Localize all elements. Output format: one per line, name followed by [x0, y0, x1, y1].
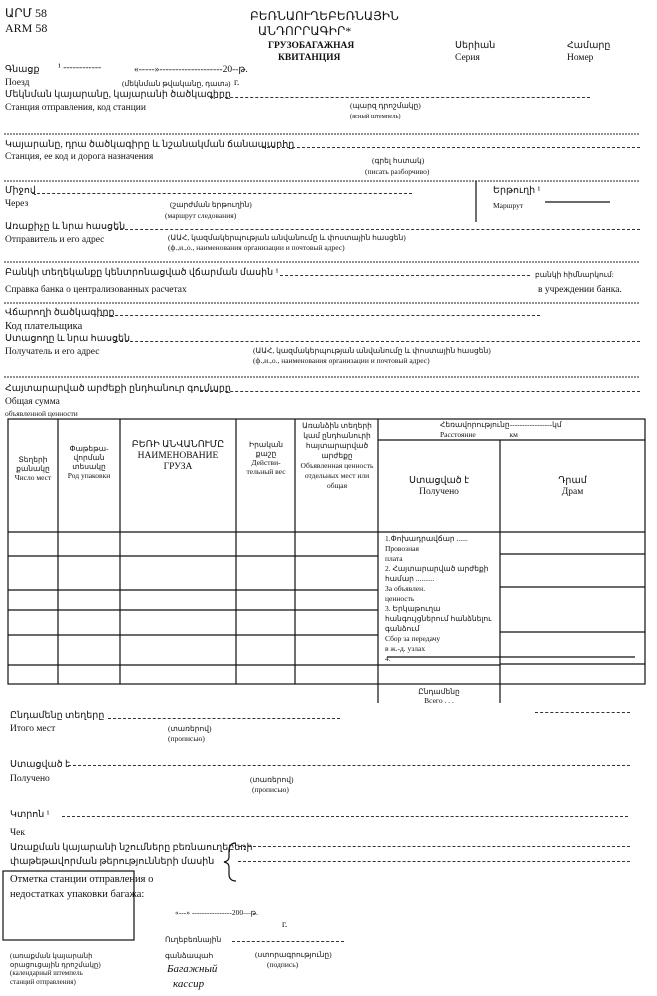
title-ru-2: КВИТАНЦИЯ [278, 53, 341, 63]
charge-line: համար .......... [385, 574, 435, 583]
bank-field[interactable] [280, 275, 530, 276]
train-number-field[interactable]: ¹ ------------ [58, 63, 102, 73]
distance-label: Расстояние км [440, 430, 518, 439]
places-total-label: Итого мест [10, 724, 56, 734]
defects-field-1[interactable] [238, 846, 630, 847]
charge-line: За объявлен. [385, 584, 426, 593]
train-note: (մեկնման թվականը, դատa) [122, 79, 231, 88]
bank-label: Справка банка о централизованных расчетах [5, 285, 187, 295]
series-label-arm: Սերիան [455, 41, 496, 51]
charge-line: ценность [385, 594, 415, 603]
train-date-field[interactable]: «-----»--------------------20--թ. [134, 65, 248, 75]
cashier-label-arm-1: Ուղեբեռնային [165, 935, 222, 944]
issue-date-field[interactable]: «---» ----------------200—թ. [175, 908, 258, 917]
bank-right: в учреждении банка. [538, 285, 622, 295]
col-header-dram: Դրամ Драм [558, 476, 587, 497]
departure-label-arm: Մեկնման կայարանը, կայարանի ծածկագիրը [5, 90, 231, 100]
defects-label-arm-2: փաթեթավորման թերությունների մասին [10, 857, 215, 867]
col-header-weight: Իրական քաշը Действи-тельный вес [246, 440, 286, 476]
defects-label-arm-1: Առաքման կայարանի նշումները բեռնաուղեբեռի [10, 843, 253, 853]
charge-line: Сбор за передачу [385, 634, 441, 643]
charge-line: 2. Հայտարարված արժեքի [385, 564, 489, 573]
charges-list [385, 534, 491, 664]
issue-date-g: г. [282, 920, 288, 930]
stamp-note-arm: (պարզ դրոշմակը) [350, 101, 421, 110]
stamp-note: (ясный штемпель) [350, 113, 401, 120]
total-value-field[interactable] [200, 391, 640, 392]
charge-line: 4. [385, 654, 391, 663]
title-arm-2: ԱՆԴՈՐՐԱԳԻՐ* [258, 24, 352, 38]
col-header-cargo-name: ԲԵՌԻ ԱՆՎԱՆՈՒՄԸ НАИМЕНОВАНИЕ ГРУЗА [131, 440, 225, 472]
receiver-note-arm: (ԱԱՀ, կազմակերպության անվանումը և փոստային հասցեն) [253, 346, 491, 355]
destination-station-field[interactable] [262, 147, 640, 148]
cashier-signature-field[interactable] [232, 941, 344, 942]
received-field[interactable] [68, 765, 630, 766]
receiver-label-arm: Ստացողը և նրա հասցեն [5, 334, 131, 344]
charge-line: плата [385, 554, 403, 563]
signature-note: (подпись) [267, 960, 299, 969]
destination-label: Станция, ее код и дорога назначения [5, 152, 154, 162]
total-amount-field[interactable] [535, 712, 630, 713]
sender-note: (ф.,и.,о., наименования организации и почтовый адрес) [168, 243, 345, 252]
title-arm-1: ԲԵՌՆԱՈՒՂԵԲԵՌՆԱՅԻՆ [250, 9, 399, 23]
sender-note-arm: (ԱԱՀ, կազմակերպության անվանումը և փոստային հասցեն) [168, 233, 406, 242]
via-field[interactable] [32, 193, 412, 194]
charge-line: գանձում [385, 624, 420, 633]
cheque-label: Чек [10, 828, 26, 838]
title-ru-1: ГРУЗОБАГАЖНАЯ [268, 41, 355, 51]
receiver-label: Получатель и его адрес [5, 347, 100, 357]
charge-line: в ж.-д. узлах [385, 644, 426, 653]
places-total-label-arm: Ընդամենը տեղերը [10, 711, 105, 721]
payer-code-field[interactable] [100, 315, 540, 316]
charge-line: 3. Երկաթուղա [385, 604, 441, 613]
sender-label: Отправитель и его адрес [5, 235, 105, 245]
signature-note-arm: (ստորագրությունը) [255, 950, 332, 959]
received-words-note: (прописью) [252, 785, 289, 794]
col-header-packaging: Փաթեթա-վորման տեսակը Род упаковки [67, 444, 111, 480]
total-value-label-2: объявленной ценности [5, 409, 78, 418]
sender-field[interactable] [115, 229, 640, 230]
col-header-declared-value: Առանձին տեղերի կամ ընդհանուրի հայտարարված արժեքը Объявленная ценность отдельных мест или общая [300, 421, 374, 490]
series-label: Серия [455, 53, 480, 63]
bank-label-arm: Բանկի տեղեկանքը կենտրոնացված վճարման մասին ¹ [5, 268, 279, 278]
received-label-arm: Ստացված է [10, 760, 70, 770]
cashier-label-1: Багажный [167, 963, 218, 975]
defects-label-1: Отметка станции отправления о [10, 874, 154, 885]
defects-label-2: недостатках упаковки багажа: [10, 889, 145, 900]
departure-station-field[interactable] [210, 97, 590, 98]
train-g: г. [234, 78, 240, 88]
bank-right-arm: բանկի հիմնարկում: [535, 270, 614, 279]
legible-note: (писать разборчиво) [365, 167, 430, 176]
charge-line: 1.Փոխադրավճար ...... [385, 534, 468, 543]
cheque-field[interactable] [62, 816, 628, 817]
receiver-note: (ф.,и.,о., наименования организации и почтовый адрес) [253, 356, 430, 365]
cheque-label-arm: Կտրոն ¹ [10, 810, 50, 820]
payer-label-arm: Վճարողի ծածկագիրը [5, 308, 115, 318]
col-header-received: Ստացված է Получено [409, 476, 469, 497]
received-label: Получено [10, 774, 50, 784]
number-label-arm: Համարը [567, 41, 611, 51]
number-label: Номер [567, 53, 594, 63]
route-note-arm: (շարժման երթուղին) [170, 200, 252, 209]
total-value-label-1: Общая сумма [5, 397, 60, 407]
legible-note-arm: (գրել հստակ) [372, 156, 425, 165]
route-note: (маршрут следования) [165, 211, 237, 220]
in-words-note-arm: (տառերով) [168, 724, 212, 733]
cashier-label-arm-2: գանձապահ [165, 951, 214, 960]
payer-label: Код плательщика [5, 321, 83, 332]
cashier-label-2: кассир [173, 978, 205, 990]
defects-field-2[interactable] [238, 861, 630, 862]
charge-line: Провозная [385, 544, 419, 553]
destination-label-arm: Կայարանը, դրա ծածկագիրը և նշանակման ճանապարհը [5, 140, 295, 150]
form-code-arm: ԱՐՄ 58 [5, 6, 48, 20]
sender-label-arm: Առաքիչը և նրա հասցեն [5, 222, 126, 232]
train-label: Поезд [5, 78, 30, 88]
in-words-note: (прописью) [168, 734, 205, 743]
via-label-arm: Միջով [5, 186, 36, 196]
via-label: Через [5, 199, 29, 209]
distance-label-arm: Հեռավորությունը-----------------կմ [440, 420, 562, 429]
route-label-arm: Երթուղի ¹ [493, 186, 541, 196]
route-label: Маршрут [493, 201, 524, 210]
form-code: ARM 58 [5, 21, 48, 35]
received-words-note-arm: (տառերով) [250, 775, 294, 784]
receiver-field[interactable] [115, 341, 640, 342]
total-value-label-arm: Հայտարարված արժեքի ընդհանուր գումարը [5, 384, 231, 394]
calendar-stamp-note: (առաքման կայարանի օրացուցային դրոշմակը) (календарный штемпель станций отправления) [10, 952, 101, 986]
train-label-arm: Գնացք [5, 65, 40, 75]
departure-label: Станция отправления, код станции [5, 103, 146, 113]
charge-line: հանգույցներում հանձնելու [385, 614, 492, 623]
total-label: Ընդամենը Всего . . . [418, 687, 460, 705]
places-total-field[interactable] [108, 718, 340, 719]
col-header-places: Տեղերի քանակը Число мест [14, 455, 52, 482]
